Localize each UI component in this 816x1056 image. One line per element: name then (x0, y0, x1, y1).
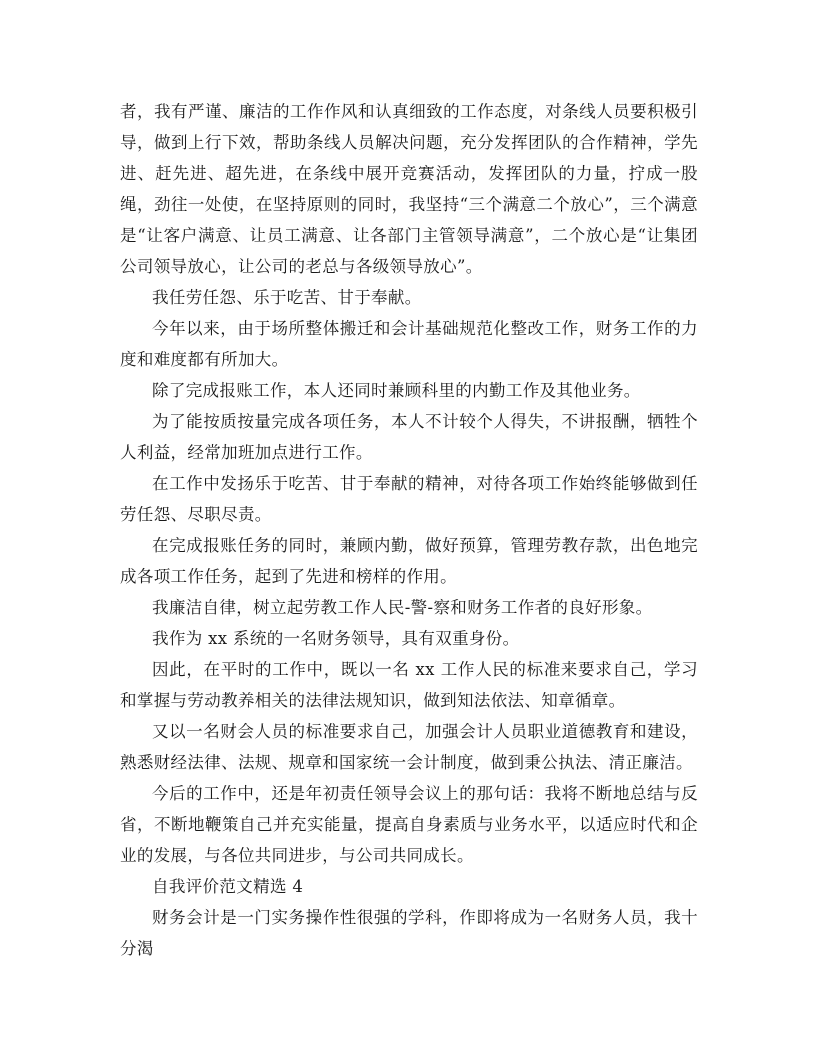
body-paragraph: 又以一名财会人员的标准要求自己，加强会计人员职业道德教育和建设，熟悉财经法律、法规、规章和国家统一会计制度，做到秉公执法、清正廉洁。 (120, 722, 698, 772)
body-paragraph: 为了能按质按量完成各项任务，本人不计较个人得失，不讲报酬，牺牲个人利益，经常加班加点进行工作。 (120, 412, 698, 462)
body-paragraph: 今年以来，由于场所整体搬迁和会计基础规范化整改工作，财务工作的力度和难度都有所加大。 (120, 319, 698, 369)
body-paragraph: 我廉洁自律，树立起劳教工作人民-警-察和财务工作者的良好形象。 (152, 598, 653, 617)
body-paragraph: 在完成报账任务的同时，兼顾内勤，做好预算，管理劳教存款，出色地完成各项工作任务，起到了先进和榜样的作用。 (120, 536, 698, 586)
section-heading: 自我评价范文精选 4 (152, 877, 304, 896)
body-paragraph: 者，我有严谨、廉洁的工作作风和认真细致的工作态度，对条线人员要积极引导，做到上行下效，帮助条线人员解决问题，充分发挥团队的合作精神，学先进、赶先进、超先进，在条线中展开竞赛活动，发挥团队的力量，拧成一股绳，劲往一处使，在坚持原则的同时，我坚持“三个满意二个放心”，三个满意是“让客户满意、让员工满意、让各部门主管领导满意”，二个放心是“让集团公司领导放心，让公司的老总与各级领导放心”。 (120, 102, 698, 276)
body-paragraph: 我任劳任怨、乐于吃苦、甘于奉献。 (152, 288, 422, 307)
body-paragraph: 因此，在平时的工作中，既以一名 xx 工作人民的标准来要求自己，学习和掌握与劳动教养相关的法律法规知识，做到知法依法、知章循章。 (120, 660, 698, 710)
body-paragraph-last: 财务会计是一门实务操作性很强的学科，作即将成为一名财务人员，我十分渴 (120, 908, 698, 958)
body-paragraph: 我作为 xx 系统的一名财务领导，具有双重身份。 (152, 629, 520, 648)
body-paragraph: 今后的工作中，还是年初责任领导会议上的那句话：我将不断地总结与反省，不断地鞭策自己并充实能量，提高自身素质与业务水平，以适应时代和企业的发展，与各位共同进步，与公司共同成长。 (120, 784, 698, 865)
document-page (120, 96, 698, 964)
body-paragraph: 除了完成报账工作，本人还同时兼顾科里的内勤工作及其他业务。 (152, 381, 641, 400)
body-paragraph: 在工作中发扬乐于吃苦、甘于奉献的精神，对待各项工作始终能够做到任劳任怨、尽职尽责。 (120, 474, 698, 524)
